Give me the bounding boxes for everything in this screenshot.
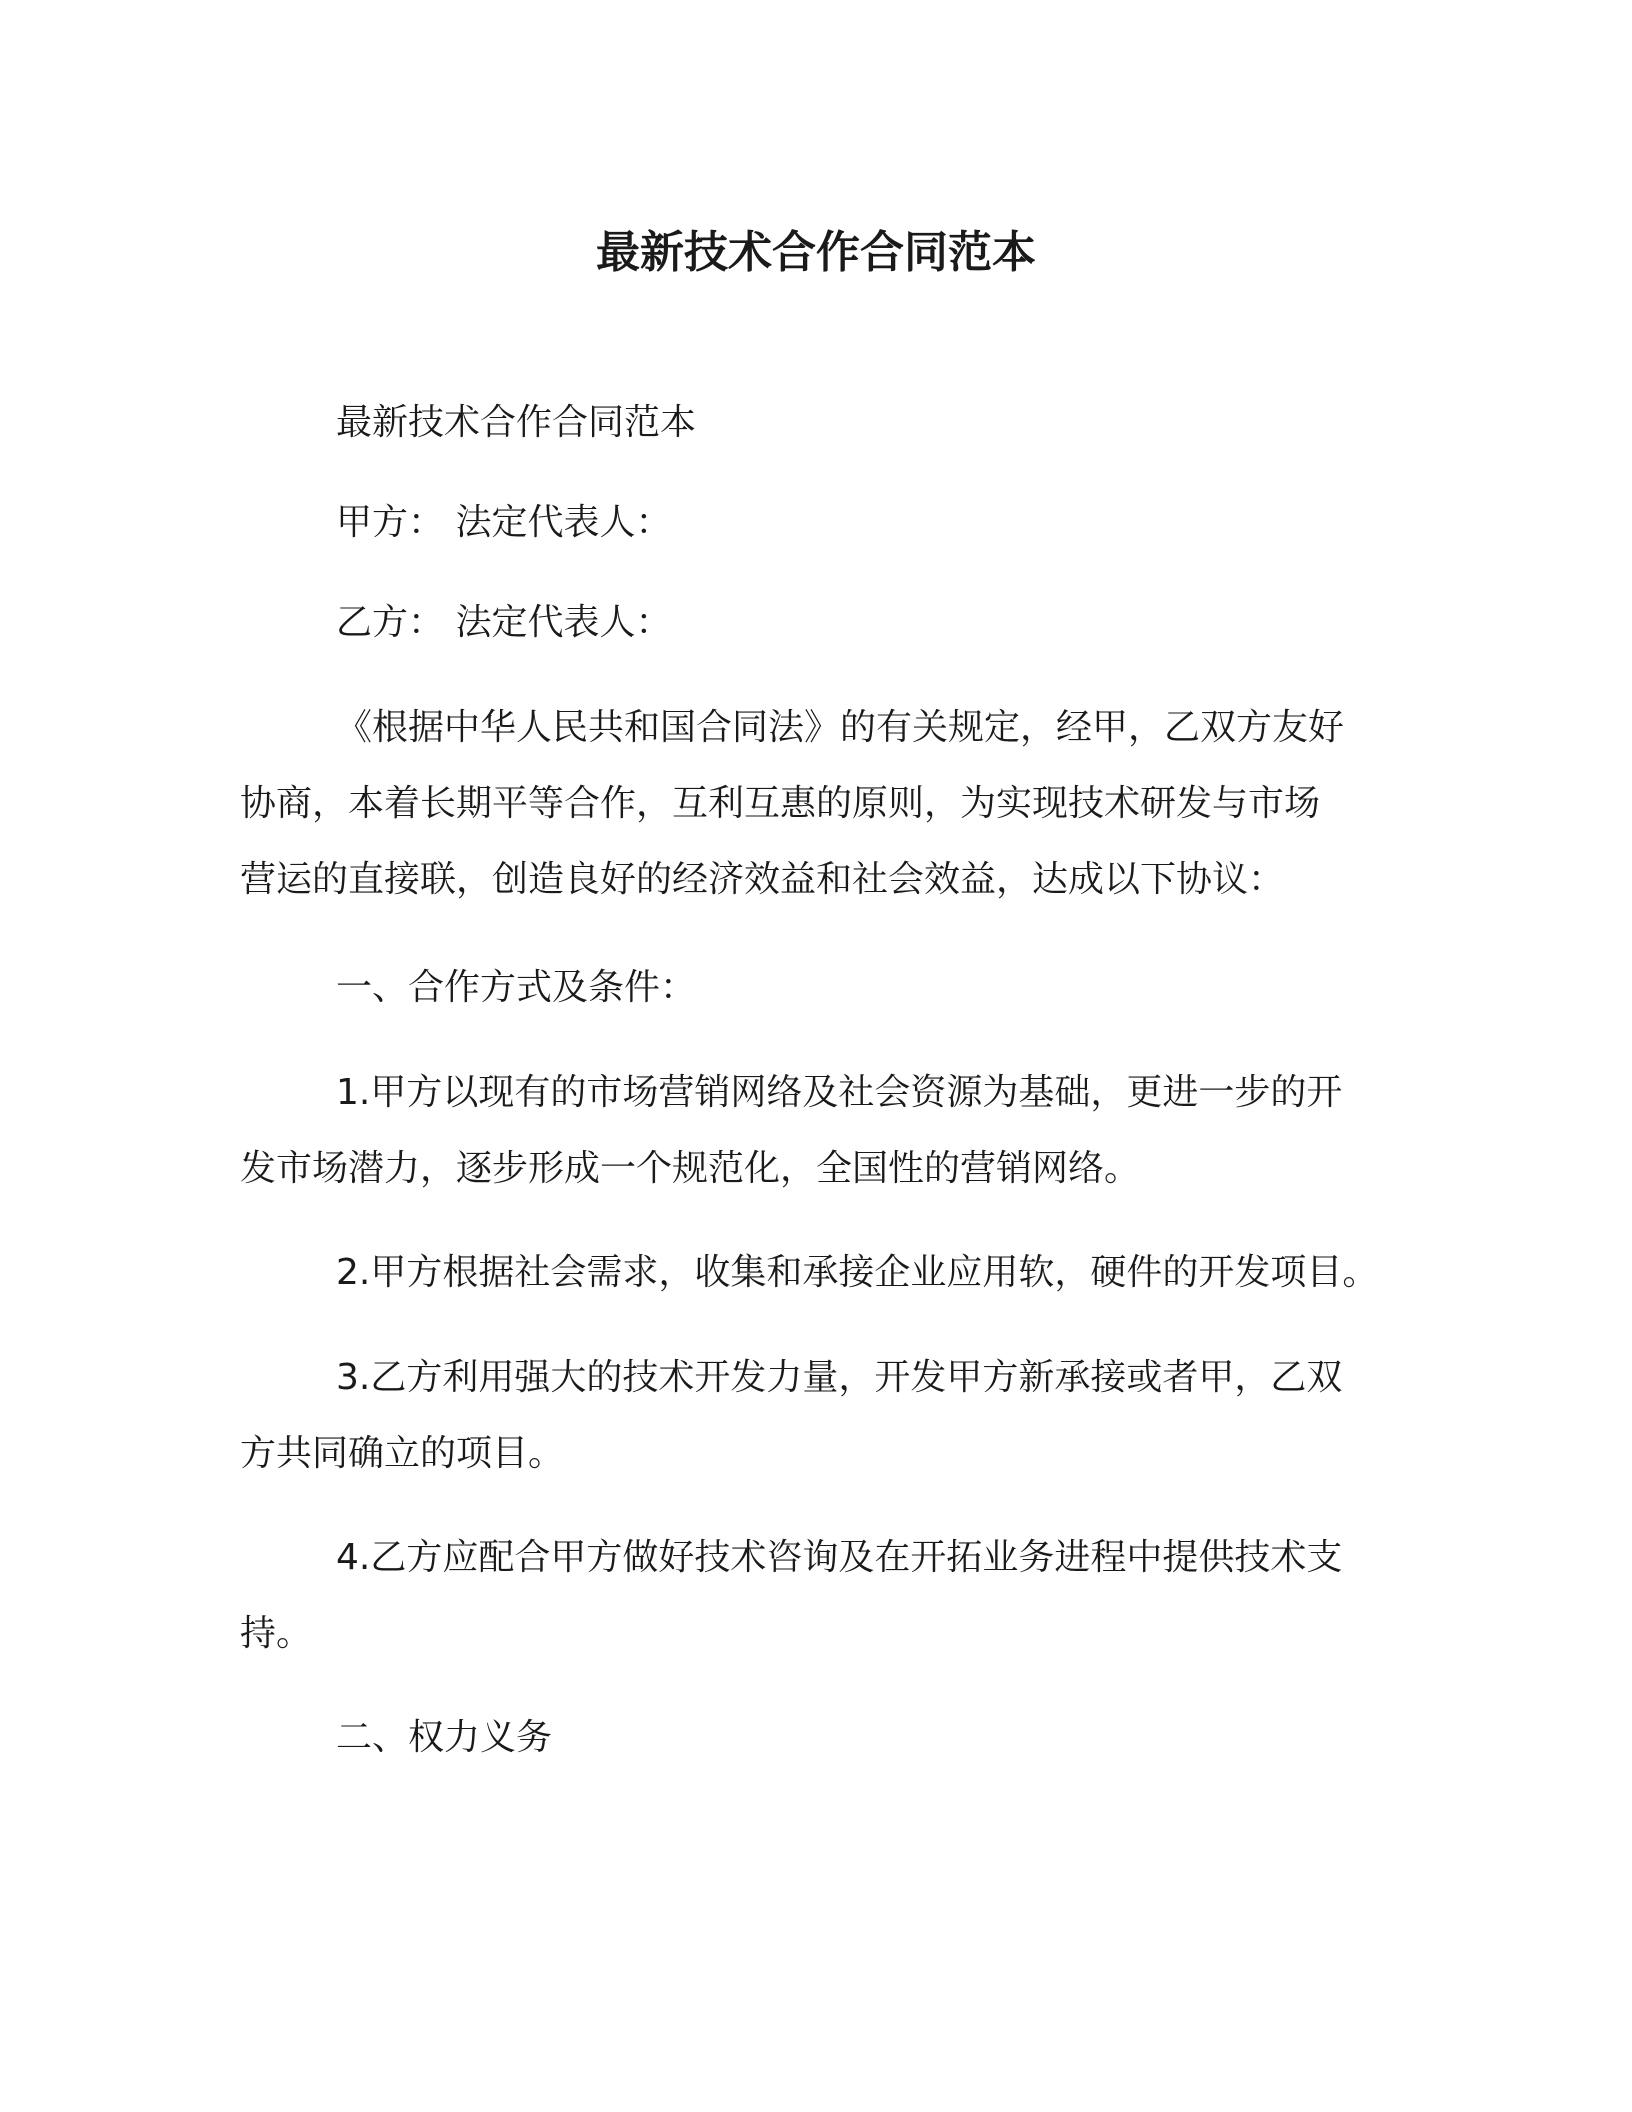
party-b-line [240,585,1380,661]
item-3-line: 方共同确立的项目。 [240,1433,565,1474]
party-a-line [240,485,1380,561]
preamble-line: 协商，本着长期平等合作，互利互惠的原则，为实现技术研发与市场 [240,783,1321,824]
subtitle [240,385,1380,461]
item-1-line: 发市场潜力，逐步形成一个规范化，全国性的营销网络。 [240,1148,1141,1189]
section-2-heading-text: 二、权力义务 [336,1717,553,1758]
section-1-heading-text: 一、合作方式及条件： [336,967,697,1008]
item-1-line: 1.甲方以现有的市场营销网络及社会资源为基础，更进一步的开 [336,1072,1343,1113]
section-1-heading [240,950,1380,1026]
item-4-paragraph [240,1520,1380,1672]
subtitle-line: 最新技术合作合同范本 [336,402,697,443]
item-3-paragraph [240,1340,1380,1492]
item-2-line: 2.甲方根据社会需求，收集和承接企业应用软，硬件的开发项目。 [336,1252,1379,1293]
party-a-text: 甲方： 法定代表人： [336,502,672,543]
item-4-line: 持。 [240,1613,313,1654]
item-2-paragraph [240,1235,1380,1311]
preamble-line: 《根据中华人民共和国合同法》的有关规定，经甲，乙双方友好 [336,707,1345,748]
document-title: 最新技术合作合同范本 [596,227,1036,278]
section-2-heading [240,1700,1380,1776]
preamble-line: 营运的直接联，创造良好的经济效益和社会效益，达成以下协议： [240,859,1285,900]
item-1-paragraph [240,1055,1380,1207]
item-3-line: 3.乙方利用强大的技术开发力量，开发甲方新承接或者甲，乙双 [336,1357,1343,1398]
item-4-line: 4.乙方应配合甲方做好技术咨询及在开拓业务进程中提供技术支 [336,1537,1343,1578]
party-b-text: 乙方： 法定代表人： [336,602,672,643]
preamble-paragraph [240,690,1380,918]
